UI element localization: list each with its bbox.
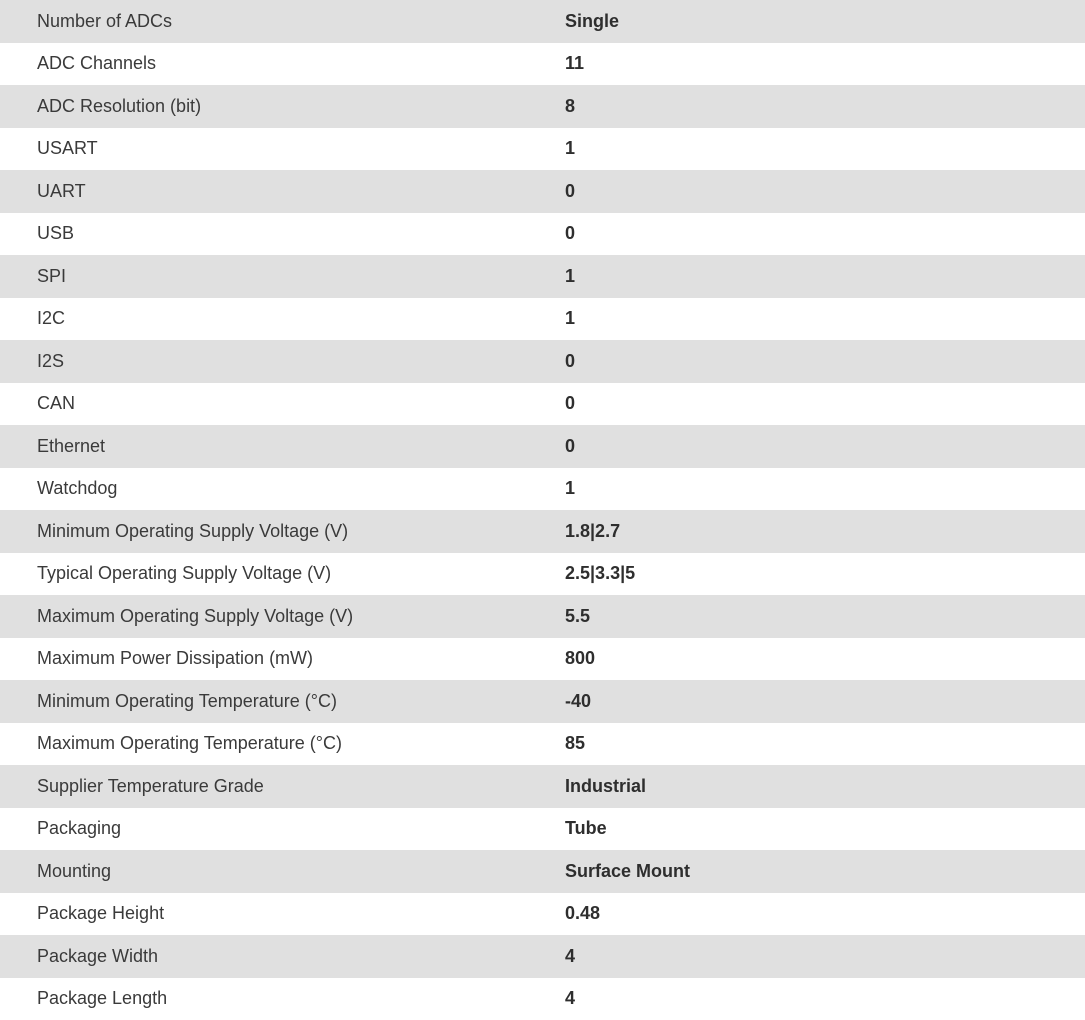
spec-label: Maximum Power Dissipation (mW)	[0, 638, 565, 681]
spec-value: -40	[565, 680, 1085, 723]
spec-label: I2S	[0, 340, 565, 383]
spec-value: 800	[565, 638, 1085, 681]
spec-label: ADC Channels	[0, 43, 565, 86]
spec-row-package-width	[0, 935, 1085, 978]
spec-value: Single	[565, 0, 1085, 43]
spec-row-uart	[0, 170, 1085, 213]
spec-value: 1.8|2.7	[565, 510, 1085, 553]
spec-value: 1	[565, 298, 1085, 341]
spec-value: Industrial	[565, 765, 1085, 808]
spec-label: Package Width	[0, 935, 565, 978]
spec-label: Minimum Operating Supply Voltage (V)	[0, 510, 565, 553]
spec-row-i2s	[0, 340, 1085, 383]
spec-row-spi	[0, 255, 1085, 298]
spec-label: Supplier Temperature Grade	[0, 765, 565, 808]
spec-row-packaging	[0, 808, 1085, 851]
spec-row-min-supply-voltage	[0, 510, 1085, 553]
spec-value: 2.5|3.3|5	[565, 553, 1085, 596]
spec-label: Ethernet	[0, 425, 565, 468]
spec-value: 1	[565, 255, 1085, 298]
spec-label: Package Height	[0, 893, 565, 936]
spec-row-package-length	[0, 978, 1085, 1020]
spec-value: 0	[565, 170, 1085, 213]
spec-row-number-of-adcs	[0, 0, 1085, 43]
spec-value: 0	[565, 383, 1085, 426]
spec-row-usb	[0, 213, 1085, 256]
spec-label: I2C	[0, 298, 565, 341]
spec-label: USB	[0, 213, 565, 256]
spec-row-can	[0, 383, 1085, 426]
spec-row-adc-resolution	[0, 85, 1085, 128]
spec-row-typical-supply-voltage	[0, 553, 1085, 596]
spec-label: Typical Operating Supply Voltage (V)	[0, 553, 565, 596]
spec-label: UART	[0, 170, 565, 213]
spec-row-max-power-dissipation	[0, 638, 1085, 681]
spec-value: 4	[565, 935, 1085, 978]
spec-label: Watchdog	[0, 468, 565, 511]
spec-value: 0	[565, 425, 1085, 468]
spec-row-supplier-temperature-grade	[0, 765, 1085, 808]
spec-value: 8	[565, 85, 1085, 128]
spec-value: 4	[565, 978, 1085, 1020]
spec-label: Maximum Operating Supply Voltage (V)	[0, 595, 565, 638]
spec-label: ADC Resolution (bit)	[0, 85, 565, 128]
spec-value: 1	[565, 468, 1085, 511]
spec-label: Packaging	[0, 808, 565, 851]
spec-label: CAN	[0, 383, 565, 426]
spec-row-ethernet	[0, 425, 1085, 468]
spec-value: 1	[565, 128, 1085, 171]
spec-label: Package Length	[0, 978, 565, 1020]
spec-row-i2c	[0, 298, 1085, 341]
spec-value: 0	[565, 340, 1085, 383]
spec-row-max-operating-temperature	[0, 723, 1085, 766]
spec-row-watchdog	[0, 468, 1085, 511]
spec-label: Minimum Operating Temperature (°C)	[0, 680, 565, 723]
spec-row-package-height	[0, 893, 1085, 936]
spec-row-adc-channels	[0, 43, 1085, 86]
spec-label: Number of ADCs	[0, 0, 565, 43]
spec-value: 5.5	[565, 595, 1085, 638]
spec-label: SPI	[0, 255, 565, 298]
spec-row-mounting	[0, 850, 1085, 893]
spec-value: 85	[565, 723, 1085, 766]
spec-value: Surface Mount	[565, 850, 1085, 893]
spec-label: USART	[0, 128, 565, 171]
spec-label: Mounting	[0, 850, 565, 893]
spec-row-min-operating-temperature	[0, 680, 1085, 723]
spec-value: Tube	[565, 808, 1085, 851]
spec-value: 0.48	[565, 893, 1085, 936]
spec-value: 0	[565, 213, 1085, 256]
spec-label: Maximum Operating Temperature (°C)	[0, 723, 565, 766]
spec-row-usart	[0, 128, 1085, 171]
spec-row-max-supply-voltage	[0, 595, 1085, 638]
spec-value: 11	[565, 43, 1085, 86]
